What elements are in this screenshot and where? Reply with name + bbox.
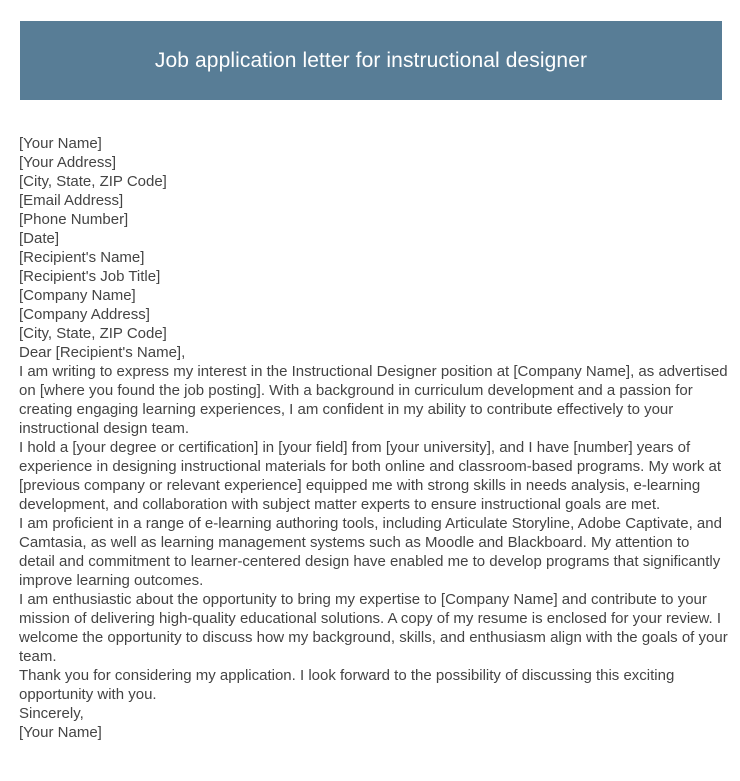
sender-line: [Your Address] [19, 154, 117, 171]
recipient-line: [Company Name] [19, 287, 136, 304]
document-title: Job application letter for instructional designer [154, 48, 588, 72]
letter-paragraph: I hold a [your degree or certification] in [your field] from [your university], and I have [number] years of experience in designing instructional materials for both online and classroom-based programs. My work at [previous company or relevant experience] equipped me with strong skills in needs analysis, e-learning development, and collaboration with subject matter experts to ensure instructional goals are met. [19, 439, 722, 513]
sender-line: [City, State, ZIP Code] [19, 173, 167, 190]
letter-paragraph: Thank you for considering my application. I look forward to the possibility of discussing this exciting opportunity with you. [19, 667, 675, 703]
sender-line: [Phone Number] [19, 211, 129, 228]
recipient-line: [City, State, ZIP Code] [19, 325, 167, 342]
sender-line: [Email Address] [19, 192, 124, 209]
letter-paragraph: I am writing to express my interest in the Instructional Designer position at [Company Name], as advertised on [where you found the job posting]. With a background in curriculum development and a passion for creating engaging learning experiences, I am confident in my ability to contribute effectively to your instructional design team. [19, 363, 728, 437]
recipient-address-block [19, 248, 729, 343]
sender-date-line: [Date] [19, 230, 60, 247]
letter-signature: [Your Name] [19, 724, 102, 741]
letter-paragraph: I am proficient in a range of e-learning authoring tools, including Articulate Storyline, Adobe Captivate, and Camtasia, as well as learning management systems such as Moodle and Blackboard. My attention to detail and commitment to learner-centered design have enabled me to develop programs that significantly improve learning outcomes. [19, 515, 722, 589]
sender-address-block [19, 134, 729, 248]
recipient-line: [Company Address] [19, 306, 150, 323]
recipient-line: [Recipient's Name] [19, 249, 145, 266]
letter-body [19, 134, 729, 742]
letter-salutation: Dear [Recipient's Name], [19, 344, 186, 361]
recipient-line: [Recipient's Job Title] [19, 268, 161, 285]
document-header-banner [20, 21, 722, 100]
letter-paragraph: I am enthusiastic about the opportunity to bring my expertise to [Company Name] and contribute to your mission of delivering high-quality educational solutions. A copy of my resume is enclosed for your review. I welcome the opportunity to discuss how my background, skills, and enthusiasm align with the goals of your team. [19, 591, 728, 665]
sender-line: [Your Name] [19, 135, 102, 152]
letter-closing: Sincerely, [19, 705, 84, 722]
